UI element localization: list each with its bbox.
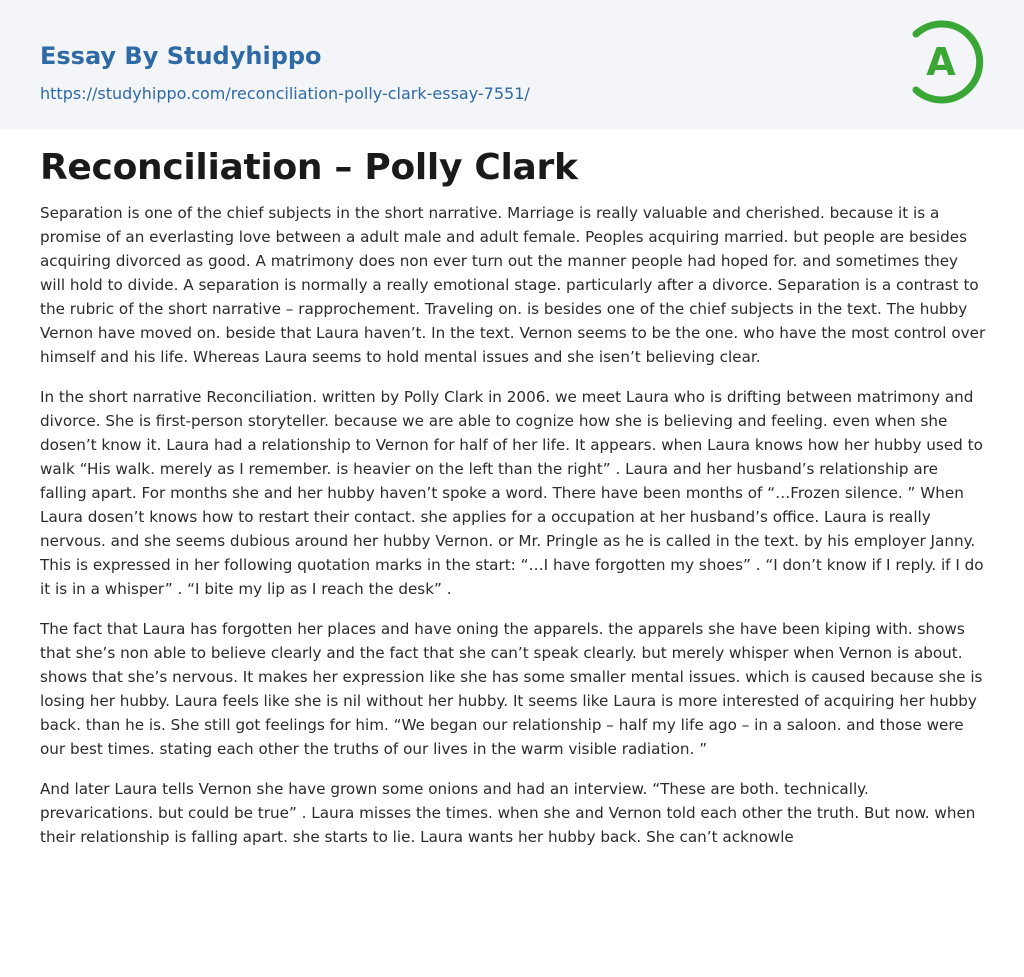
essay-paragraph: In the short narrative Reconciliation. written by Polly Clark in 2006. we meet Laura who is drifting between matrimony and divorce. She is first-person storyteller. because we are able to cognize how she is believing and feeling. even when she dosen’t know it. Laura had a relationship to Vernon for half of her life. It appears. when Laura knows how her hubby used to walk “His walk. merely as I remember. is heavier on the left than the right” . Laura and her husband’s relationship are falling apart. For months she and her hubby haven’t spoke a word. There have been months of “…Frozen silence. ” When Laura dosen’t knows how to restart their contact. she applies for a occupation at her husband’s office. Laura is really nervous. and she seems dubious around her hubby Vernon. or Mr. Pringle as he is called in the text. by his employer Janny. This is expressed in her following quotation marks in the start: “…I have forgotten my shoes” . “I don’t know if I reply. if I do it is in a whisper” . “I bite my lip as I reach the desk” . [40,388,984,598]
essay-body [40,201,986,865]
essay-paragraph: The fact that Laura has forgotten her places and have oning the apparels. the apparels she have been kiping with. shows that she’s non able to believe clearly and the fact that she can’t speak clearly. but merely whisper when Vernon is about. shows that she’s nervous. It makes her expression like she has some smaller mental issues. which is caused because she is losing her hubby. Laura feels like she is nil without her hubby. It seems like Laura is more interested of acquiring her hubby back. than he is. She still got feelings for him. “We began our relationship – half my life ago – in a saloon. and those were our best times. stating each other the truths of our lives in the warm visible radiation. ” [40,620,983,758]
source-url-link[interactable]: https://studyhippo.com/reconciliation-polly-clark-essay-7551/ [40,84,530,103]
letter-a-ring-logo-icon[interactable] [908,18,988,106]
site-header [0,0,1024,129]
essay-paragraph: And later Laura tells Vernon she have grown some onions and had an interview. “These are both. technically. prevarications. but could be true” . Laura misses the times. when she and Vernon told each other the truth. But now. when their relationship is falling apart. she starts to lie. Laura wants her hubby back. She can’t acknowle [40,780,976,846]
essay-paragraph: Separation is one of the chief subjects in the short narrative. Marriage is really valuable and cherished. because it is a promise of an everlasting love between a adult male and adult female. Peoples acquiring married. but people are besides acquiring divorced as good. A matrimony does non ever turn out the manner people had hoped for. and sometimes they will hold to divide. A separation is normally a really emotional stage. particularly after a divorce. Separation is a contrast to the rubric of the short narrative – rapprochement. Traveling on. is besides one of the chief subjects in the text. The hubby Vernon have moved on. beside that Laura haven’t. In the text. Vernon seems to be the one. who have the most control over himself and his life. Whereas Laura seems to hold mental issues and she isen’t believing clear. [40,204,986,366]
brand-title: Essay By Studyhippo [40,42,322,70]
logo-letter: A [926,40,956,84]
page-title: Reconciliation – Polly Clark [40,147,578,188]
